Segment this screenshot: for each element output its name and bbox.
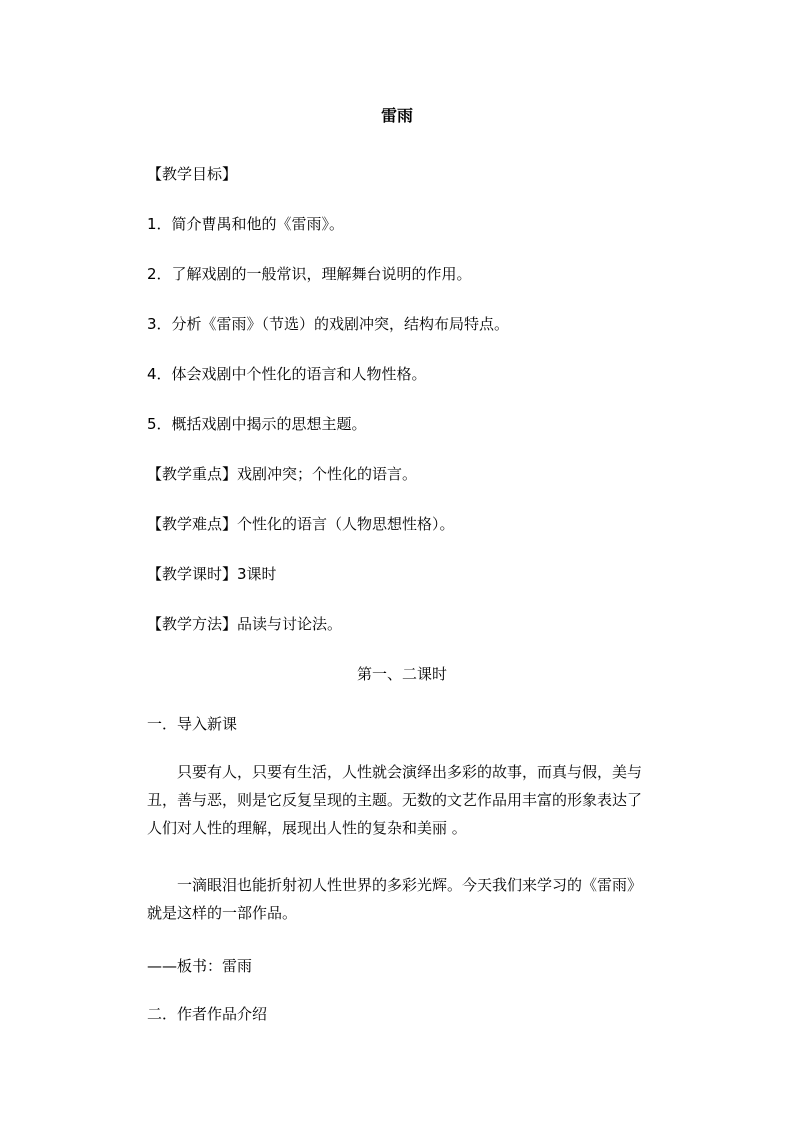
teaching-hours (147, 564, 277, 584)
teaching-hours-text: 3课时 (237, 565, 277, 583)
difficulties-label: 【教学难点】 (147, 515, 238, 533)
objectives-heading: 【教学目标】 (147, 165, 238, 183)
objective-item-3: 3．分析《雷雨》（节选）的戏剧冲突，结构布局特点。 (147, 315, 510, 333)
difficulties (147, 514, 455, 534)
teaching-methods-text: 品读与讨论法。 (237, 615, 343, 633)
section-heading-intro: 一．导入新课 (147, 715, 238, 733)
intro-paragraph-1: 只要有人，只要有生活，人性就会演绎出多彩的故事，而真与假，美与丑，善与恶，则是它反复呈现的主题。无数的文艺作品用丰富的形象表达了人们对人性的理解，展现出人性的复杂和美丽 。 (147, 763, 643, 837)
key-points (147, 464, 417, 484)
board-note: ——板书：雷雨 (147, 957, 253, 975)
objective-item-4: 4．体会戏剧中个性化的语言和人物性格。 (147, 365, 427, 383)
teaching-methods-label: 【教学方法】 (147, 615, 238, 633)
session-heading: 第一、二课时 (356, 665, 447, 683)
difficulties-text: 个性化的语言（人物思想性格）。 (237, 515, 455, 533)
objective-item-5: 5．概括戏剧中揭示的思想主题。 (147, 415, 367, 433)
objective-item-1: 1．简介曹禺和他的《雷雨》。 (147, 215, 345, 233)
teaching-hours-label: 【教学课时】 (147, 565, 238, 583)
document-title: 雷雨 (380, 106, 413, 125)
section-heading-author: 二．作者作品介绍 (147, 1005, 268, 1023)
intro-paragraph-2: 一滴眼泪也能折射初人性世界的多彩光辉。今天我们来学习的《雷雨》就是这样的一部作品。 (147, 876, 643, 922)
teaching-methods (147, 614, 342, 634)
key-points-label: 【教学重点】 (147, 465, 238, 483)
objective-item-2: 2．了解戏剧的一般常识，理解舞台说明的作用。 (147, 265, 472, 283)
key-points-text: 戏剧冲突；个性化的语言。 (237, 465, 418, 483)
